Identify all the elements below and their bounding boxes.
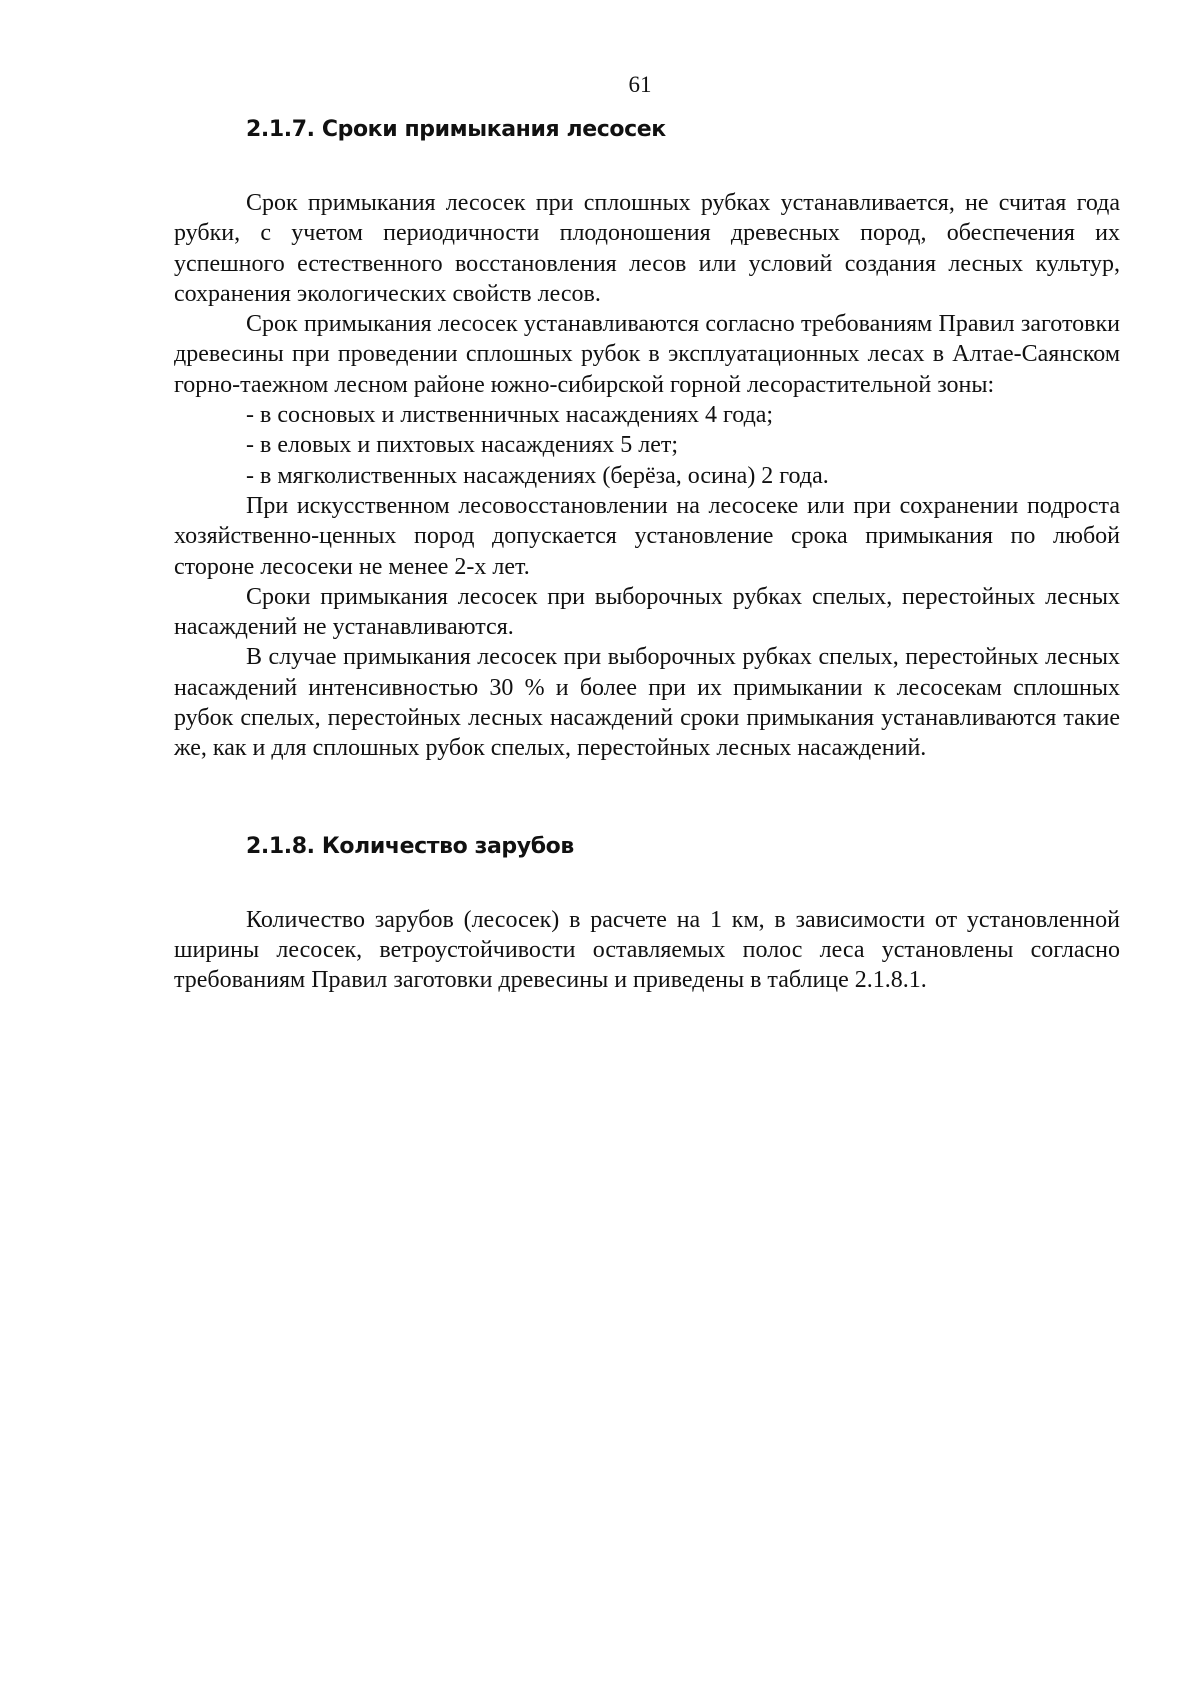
- paragraph: В случае примыкания лесосек при выборочных рубках спелых, перестойных лесных насаждений интенсивностью 30 % и более при их примыкании к лесосекам сплошных рубок спелых, перестойных лесных насаждений сроки примыкания устанавливаются такие же, как и для сплошных рубок спелых, перестойных лесных насаждений.: [174, 644, 1120, 762]
- list-item: - в еловых и пихтовых насаждениях 5 лет;: [246, 432, 679, 459]
- list-item: - в сосновых и лиственничных насаждениях 4 года;: [246, 402, 774, 429]
- page-content: [174, 110, 1120, 996]
- paragraph: Срок примыкания лесосек устанавливаются согласно требованиям Правил заготовки древесины при проведении сплошных рубок в эксплуатационных лесах в Алтае-Саянском горно-таежном лесном районе южно-сибирской горной лесорастительной зоны:: [174, 311, 1120, 398]
- paragraph: Сроки примыкания лесосек при выборочных рубках спелых, перестойных лесных насаждений не устанавливаются.: [174, 583, 1120, 641]
- paragraph: Срок примыкания лесосек при сплошных рубках устанавливается, не считая года рубки, с учетом периодичности плодоношения древесных пород, обеспечения их успешного естественного восстановления лесов или условий создания лесных культур, сохранения экологических свойств лесов.: [174, 190, 1120, 307]
- page-number: 61: [628, 72, 652, 97]
- paragraph: При искусственном лесовосстановлении на лесосеке или при сохранении подроста хозяйственно-ценных пород допускается установление срока примыкания по любой стороне лесосеки не менее 2-х лет.: [174, 492, 1120, 580]
- section-body-2-1-7: [174, 188, 1120, 764]
- paragraph: Количество зарубов (лесосек) в расчете на 1 км, в зависимости от установленной ширины лесосек, ветроустойчивости оставляемых полос леса установлены согласно требованиям Правил заготовки древесины и приведены в таблице 2.1.8.1.: [174, 906, 1120, 994]
- list-item: - в мягколиственных насаждениях (берёза, осина) 2 года.: [246, 462, 829, 489]
- section-heading-2-1-7: 2.1.7. Сроки примыкания лесосек: [246, 117, 666, 142]
- section-heading-2-1-8: 2.1.8. Количество зарубов: [246, 833, 574, 859]
- section-body-2-1-8: [174, 905, 1120, 996]
